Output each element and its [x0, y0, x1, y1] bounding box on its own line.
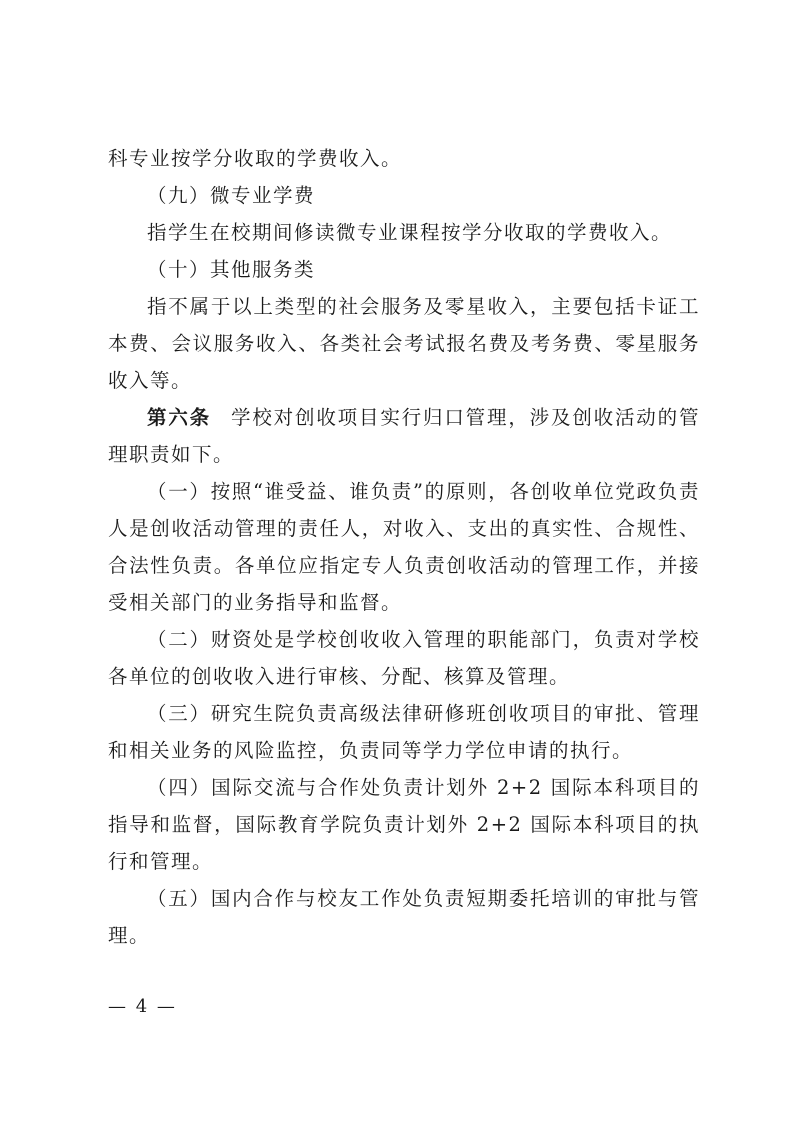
article-six-text: 学校对创收项目实行归口管理，涉及创收活动的管理职责如下。 — [108, 406, 700, 466]
item-four: （四）国际交流与合作处负责计划外 2+2 国际本科项目的指导和监督，国际教育学院负责计划外 2+2 国际本科项目的执行和管理。 — [108, 776, 700, 873]
document-body — [108, 140, 700, 954]
item-one: （一）按照“谁受益、谁负责”的原则，各创收单位党政负责人是创收活动管理的责任人，对收入、支出的真实性、合规性、合法性负责。各单位应指定专人负责创收活动的管理工作，并接受相关部门的业务指导和监督。 — [108, 480, 700, 614]
item-three: （三）研究生院负责高级法律研修班创收项目的审批、管理和相关业务的风险监控，负责同等学力学位申请的执行。 — [108, 702, 700, 762]
paragraph-continuation: 科专业按学分收取的学费收入。 — [108, 147, 403, 170]
article-six-label: 第六条 — [147, 406, 211, 429]
article-six — [108, 399, 700, 473]
item-five: （五）国内合作与校友工作处负责短期委托培训的审批与管理。 — [108, 887, 700, 947]
section-heading-other-services: （十）其他服务类 — [147, 258, 316, 281]
paragraph-other-services: 指不属于以上类型的社会服务及零星收入，主要包括卡证工本费、会议服务收入、各类社会考试报名费及考务费、零星服务收入等。 — [108, 295, 700, 392]
paragraph-micro-major-tuition: 指学生在校期间修读微专业课程按学分收取的学费收入。 — [147, 221, 673, 244]
section-heading-micro-major-tuition: （九）微专业学费 — [147, 184, 316, 207]
page-number: — 4 — — [108, 996, 177, 1017]
item-two: （二）财资处是学校创收收入管理的职能部门，负责对学校各单位的创收收入进行审核、分配、核算及管理。 — [108, 628, 700, 688]
